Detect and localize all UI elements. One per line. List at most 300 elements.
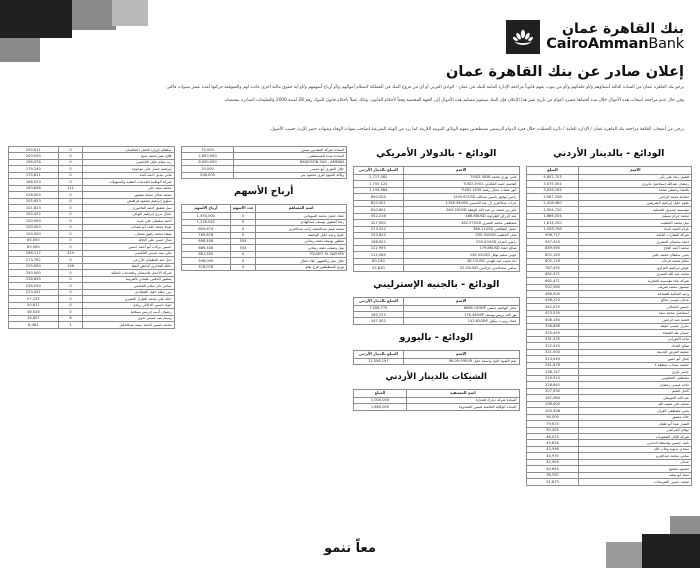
table-cell: سامي سعدالدين عزالدين 32.52USD [403,265,519,271]
table-cell: 7,008,779 [354,305,404,311]
table-cell: شركة الوطنية للخدمات النقلية والتسهيلات [83,179,174,185]
table-cell: صالح الحداد [579,343,692,349]
table-cell: نايف حسين بواسطة الدباس [579,440,692,446]
table-cell: 889,495 [526,245,579,251]
table-cell: هاني نوري محمد 3838 TUSD [403,174,519,180]
col-header-amount: المبلغ بالدينار الأردني [354,350,404,358]
table-cell: 112,064 [354,252,404,258]
table-cell: 1,860,000 [354,404,407,410]
table-cell: مصطفى محمد العمري 462.57USD [403,220,519,226]
table-cell: عبد الله الحويطي [579,395,692,401]
tbody-deposits-usd [354,174,520,271]
table-cell: رامين توفيق ياسين عبدالله 1200.67USD [403,194,519,200]
table-cell: حسين المجالي [579,304,692,310]
table-cell: عدنان موسى صالح [579,297,692,303]
table-cell: 0 [58,283,83,289]
table-cell: 0 [58,231,83,237]
table-cell: 0 [58,309,83,315]
table-cell: 40,653 [526,466,579,472]
table-cell: 0 [58,179,83,185]
table-cell: 94,000 [526,414,579,420]
bank-logo [506,20,684,54]
table-header-row [526,167,692,175]
table-cell: 52,610 [354,265,404,271]
table-cell: 681,500 [181,251,231,257]
table-cell: 4,602,753 [526,174,579,180]
table-cell: 442,025 [526,304,579,310]
table-cell: 802,163 [526,252,579,258]
table-cell: 1,866,054 [526,213,579,219]
col-header-amount: المبلغ [526,167,579,175]
deco-block-light [112,0,148,26]
table-cell: جلال نبيل والشهور علاء جمال [255,258,346,264]
table-cell: 8,000,000 [181,159,234,165]
col-header-amount: المبلغ بالدينار الأردني [354,167,404,175]
section-title-deposits-gbp: الودائع - بالجنيه الإسترليني [373,278,500,290]
table-cell: 850,004 [354,194,404,200]
table-cell: ساري عيسى خليفة [579,323,692,329]
table-cell: 1 [58,322,83,328]
tbody-deposits-jod [526,174,692,485]
table-cell: راضي العزام 295.20USD [403,239,519,245]
table-cell: 238,157 [526,369,579,375]
table-cell: 2,004,720 [526,207,579,213]
table-cell: 50,305 [526,427,579,433]
table-cell: 196 [58,263,83,269]
table-cell: 50,811 [9,302,59,308]
table-cell: 322,045 [526,343,579,349]
tbody-deposits-gbp [354,305,520,324]
table-cell: علي بينة حسني النابلسي [83,250,174,256]
table-cell: 810,601 [354,207,404,213]
table-cell: عادل الهاشم حسني 8608.19GBP [403,305,519,311]
table-cell: 206,000 [181,172,234,178]
table-cell: 2,428,480 [526,200,579,206]
table-cell: عدنان [579,459,692,465]
table-row [181,264,347,270]
table-cell: 0 [58,270,83,276]
table-cell: 423,530 [526,310,579,316]
table-cell: 0 [58,205,83,211]
table-cell: علوم خليل إبراهيم الشريفين [579,200,692,206]
table-cell: محمد حسين الشريحات [579,479,692,485]
table-cell: 3,626,184 [526,187,579,193]
table-cell: محمد أحمد الحاج [579,245,692,251]
col-header-share-count: عدد الأسهم [231,205,256,213]
lotus-icon [506,20,540,54]
table-cell: احمد سليمان المصري [579,239,692,245]
table-cell: 163,646 [9,185,59,191]
table-cell: 554 [231,238,256,244]
table-cheques-jod [353,389,520,411]
tables-area [8,146,692,542]
column-deposits-jod [526,146,693,542]
table-cell: 947,410 [526,239,579,245]
table-dividends-a [181,204,348,271]
col-header-beneficiary: اسم المستفيد [406,390,519,398]
table-cell: منظور يوسف نعمة ريحاني [255,238,346,244]
table-cell: 100,422 [9,211,59,217]
table-cell: 350,445 [526,330,579,336]
column-dividends-a [181,146,348,542]
table-cell: 100,000 [9,218,59,224]
table-cell: 0 [231,258,256,264]
table-cell: هاني عديل أحمد كندة [83,172,174,178]
table-cell: 261,878 [526,362,579,368]
table-row [9,322,175,328]
table-cell: إبراهيم جميل علي عوجودة [83,166,174,172]
section-title-deposits-eur: الودائع - باليورو [399,331,473,343]
table-cell: مصطفى العجلوني [579,375,692,381]
table-cell: 250,000 [9,270,59,276]
table-cell: جميل الشافعي 386.11USD [403,226,519,232]
table-cell: جمعية سيدات منطقة ٤ [579,362,692,368]
announcement-paragraph-2: وفي حال عدم مراجعة أصحاب هذه الأموال خلال مدة أقصاها عشرة أعوام من تاريخ نشر هذا الإعلان فإن البنك سيقوم بتسليم هذه الأموال إلى الجهة المختصة وفقاً لأحكام القانون، وذلك عملاً بأحكام قانون البنوك رقم 28 لسنة 2000 والتعليمات الصادرة بمقتضاه. [223,97,684,103]
col-header-amount: المبلغ [354,390,407,398]
table-cell: 105,623 [9,198,59,204]
table-cell: 170,811 [9,172,59,178]
deco-block-gray-2 [0,38,40,62]
table-cell: سامي محمد عبدالعزيز [579,453,692,459]
table-deposits-usd [353,166,520,272]
table-misc-top [181,146,348,179]
table-cell: علي بن محمد بن عبد الله الوهقة 844.20USD [403,207,519,213]
col-header-name: الاسم [403,167,519,175]
table-cell: 8,481 [9,322,59,328]
tbody-cheques-jod [354,397,520,410]
table-cell: 0 [58,296,83,302]
table-cell: RADISSON SAS - AMMAN [234,159,347,165]
section-title-deposits-usd: الودائع - بالدولار الأمريكي [376,148,497,159]
table-cell: 327,500 [354,220,404,226]
table-cell: نجم الشيخ خليل واسمة خليل 98.09.09EUR [403,358,519,364]
table-cell: جمال بدري إبراهيم النواف [83,211,174,217]
table-cell: 552,216 [354,213,404,219]
table-cell: كامل النعيم [579,388,692,394]
section-title-deposits-jod: الودائع - بالدينار الأردني [553,148,665,159]
table-cell: YOUSEF EL NAYYES [255,251,346,257]
table-cell: رشا أشقوي يوسف عبدالهادي [255,219,346,225]
table-cell: عائلة الفاخري البانش الفقا [83,263,174,269]
table-cell: 0 [58,192,83,198]
table-cell: 200,000 [9,153,59,159]
table-cell: 0 [231,213,256,219]
table-row [526,479,692,485]
table-cell: خالد علي محمد الطراز العميري [83,296,174,302]
table-cell: 1,814,200 [526,220,579,226]
table-cell: سعد أبو نيشه [579,472,692,478]
table-cell: 288,117 [9,250,59,256]
table-cell: 0 [58,289,83,295]
logo-english-name [546,37,684,52]
table-cell: 3,087,338 [526,194,579,200]
table-cell: محمد علي ضيف الله [579,401,692,407]
table-cell: 0 [58,237,83,243]
table-cell: 85,000 [9,237,59,243]
table-cell: المنذر عبدا أبو طقان [579,421,692,427]
table-cell: السادة الوكالة العالمية لميس المحدودة [406,404,519,410]
table-cell: 43,598 [526,446,579,452]
table-cell: وجيه الملكية للصناعة [579,291,692,297]
table-cell: وسيم نبيه حسني ندوي [83,315,174,321]
table-row [354,358,520,364]
table-cell: 0 [58,302,83,308]
table-cell: 196,076 [9,159,59,165]
column-foreign-currency [353,146,520,542]
tbody-dividends-a [181,213,347,271]
table-cell: 273,522 [354,226,404,232]
table-cell: جاسر بكري [579,369,692,375]
table-cell: منال حسن علي الخالد [83,237,174,243]
table-cell: السادة شركة ديارك للتجارة [406,397,519,403]
table-cell: 166,922 [354,239,404,245]
table-cell: 162,723 [354,312,404,318]
table-cell: يحيى سلطان محمد خليل [579,252,692,258]
table-cell: عماد جميل محمد السوداني [255,213,346,219]
table-cell: 1,558,798 [526,226,579,232]
table-cell: 820,401 [354,200,404,206]
table-cell: هيفاء محمد رفيق شعبان [83,231,174,237]
table-cell: 2,850,000 [181,153,234,159]
table-cell: سلوى إبراهيم محمود قراقيش [83,198,174,204]
table-cell: ماجد الحوراني [579,336,692,342]
table-cell: 273,762 [9,257,59,263]
table-cell: 179,240 [9,166,59,172]
table-cell: 0 [58,198,83,204]
table-cell: نور الله بريس يوسف 178.44GBP [403,312,519,318]
table-deposits-jod [526,166,693,486]
table-cell: 1,218,042 [181,219,231,225]
table-cell: 0 [231,226,256,232]
table-cell: 0 [58,211,83,217]
table-cell: 36,550 [526,472,579,478]
logo-en-cairo: Cairo [546,35,588,52]
logo-en-amman: Amman [587,35,649,52]
table-cell: سامي نادر سلام النابلسي [83,283,174,289]
table-cell: 1,750,120 [354,181,404,187]
table-cell: 44,970 [526,453,579,459]
table-cell: 2,717,582 [354,174,404,180]
table-row [354,318,520,324]
table-deposits-gbp [353,297,520,325]
table-cell: فتحية عبد الرحمن [579,317,692,323]
table-cell: رضوان أديب إدريس بسلامة [83,309,174,315]
table-cell: 662,471 [526,278,579,284]
table-cell: منذر الخطيب 330.34USD [403,232,519,238]
table-cell: محمد حسين الحمد بسند عبدالخليل [83,322,174,328]
table-cell: نوفان المراضي [579,427,692,433]
table-header-row [354,297,520,305]
table-cell: 46,026 [9,309,59,315]
table-cell: 0 [58,244,83,250]
table-cell: 698,408 [181,238,231,244]
table-cell: 228,090 [9,283,59,289]
col-header-shareholder: اسم المساهم [255,205,346,213]
table-cell: عماد روبرت نيكول 142.62GBP [403,318,519,324]
table-cell: سعدي بديوية وهاب الله [579,446,692,452]
table-cell: 75,000 [181,147,234,153]
table-cell: حسين بركات أبو أحمد حسين [83,244,174,250]
table-cell: مخايلة محمد الراعي [579,194,692,200]
col-header-name: الاسم [403,350,519,358]
table-cell: عزات عبدالعزيز آل عبد الحسين 1158.34USD [403,200,519,206]
tbody-misc-top [181,147,347,179]
deco-block-gray [72,0,116,30]
table-cell: محمد حزام مسلم [579,213,692,219]
table-cell: السادة عبدة المستشفى [234,153,347,159]
table-cell: نبيل محمد الخطيب [579,220,692,226]
table-cell: 0 [58,218,83,224]
table-cell: 46,025 [526,434,579,440]
table-cell: زيد سلام خليل النابلسي [83,159,174,165]
table-cell: 147,002 [354,318,404,324]
table-cell: خالد منصور [579,414,692,420]
deco-block-dark [0,0,72,38]
brand-slogan: معاً ننمو [324,541,376,556]
table-cell: منصور الدقس عثماني بالقرينية [83,276,174,282]
table-deposits-eur [353,350,520,365]
table-cell: 0 [58,159,83,165]
table-cell: جمعية القرض الحديثة [579,349,692,355]
table-cell: عبد الرزاق الطراونة 486.88USD [403,213,519,219]
table-cell: 100,308 [526,408,579,414]
table-cell: شركة الأجمل للاستثمار والخدمات المالية [83,270,174,276]
announcement-paragraph-1: يرجو بنك القاهرة عمان من السادة التالية أسماؤهم و/أو خلفائهم و/أو من ينوب عنهم قانوناً مراجعة الإدارة العامة للبنك في عمان - الوادي العربي أو أي من فروع البنك في المملكة لاستلام أموالهم و/أو أرباح أسهمهم و/أو أية حقوق مالية أخرى عائدة لهم والمتوقفة حركتها لمدة عشر سنوات فأكثر. [165,85,684,90]
table-cell: اسماعيل محمد سعد [579,310,692,316]
table-row [354,265,520,271]
table-header-row [181,205,347,213]
announcement-body [16,84,684,110]
table-cell: شركة الكان الصفويات [579,434,692,440]
tbody-dividends-b [9,147,175,329]
announcement-note: يرجى من أصحاب العلاقة مراجعة بنك القاهرة عمان / الإدارة العامة / دائرة العمليات خلال فترة الدوام الرسمي مصطحبين معهم الوثائق الثبوتية اللازمة كما يرد من الهيئة الشرعية لصاحب شهادة الوفاة وشهادة حصر الإرث حسب الأصول. [269,127,684,132]
table-cell: 238,845 [9,276,59,282]
table-cell: محمد هيثم عبدالحميد راتب عبدالعزيز [255,226,346,232]
table-cell: 223,041 [9,289,59,295]
table-cell: 0 [58,276,83,282]
table-cell: نبيل وصفت نعمة ريحاني [255,245,346,251]
table-cell: 187,984 [526,395,579,401]
table-cell: 255,690 [9,263,59,269]
table-cell: دين سلام خليل الشلالدي [83,289,174,295]
table-cell: 1,550,000 [181,213,231,219]
table-cell: 313,040 [526,356,579,362]
section-title-cheques-jod: الشيكات بالدينار الأردني [385,372,487,383]
table-dividends-b [8,146,175,329]
table-cell: فالح عمر محمد صبح [83,153,174,159]
table-cell: 57,235 [9,296,59,302]
table-cell: رمضان عبدالله إسماعيل نادوري [579,181,692,187]
table-cell: 233,824 [354,232,404,238]
table-row [354,404,520,410]
table-cell: 80,230 [354,258,404,264]
table-cell: 121 [58,185,83,191]
table-cell: خليل وجيه خليل الوحشة [255,232,346,238]
table-cell: سالم محمد فرحان [579,258,692,264]
table-cell: 358,868 [526,323,579,329]
table-cell: مؤسسة صندوق العسلية [579,207,692,213]
table-cell: 554 [231,245,256,251]
table-cell: 598,000 [181,258,231,264]
table-cell: عوني سليم نوفل 146.02USD [403,252,519,258]
table-cell: 996,717 [526,232,579,238]
table-cell: عوض إبراهيم الغزاوي [579,265,692,271]
table-cell: 329 [58,250,83,256]
table-cell: 0 [58,172,83,178]
table-cell: 79,675 [526,421,579,427]
table-cell: ميسون محمد شريف [579,284,692,290]
table-cell: أنور نعمات جمال رشيد 1635 TUSD [403,187,519,193]
table-cell: 466,900 [526,291,579,297]
table-cell: 789,678 [181,232,231,238]
page-title: إعلان صادر عن بنك القاهرة عمان [446,64,684,80]
table-cell: 100,000 [9,231,59,237]
table-cell: 458,220 [526,297,579,303]
table-cell: جواد حسين الدالالي ريادي [83,302,174,308]
table-cell: 122,993 [354,245,404,251]
table-cell: 809,674 [181,226,231,232]
table-cell: 408,180 [526,317,579,323]
table-cell: 0 [231,264,256,270]
table-cell: 686,408 [181,245,231,251]
table-cell: 331,535 [526,336,579,342]
table-cell: 0 [58,166,83,172]
table-cell: 21,873 [526,479,579,485]
table-cell: 0 [231,219,256,225]
table-cell: 0 [58,224,83,230]
table-cell: 166,023 [9,179,59,185]
table-cell: 578,078 [181,264,231,270]
table-cell: 787,450 [526,265,579,271]
table-cell: 20,000 [181,166,234,172]
table-cell: 321,000 [526,349,579,355]
decorative-corner-top-left [0,0,120,62]
table-cell: 1,194,984 [354,187,404,193]
table-cell: عزام الحمد البداد [579,226,692,232]
col-header-share-profit: أرباح الأسهم [181,205,231,213]
table-header-row [354,350,520,358]
table-cell: حسان طه القضاة [579,330,692,336]
col-header-name: الاسم [403,297,519,305]
table-cell: 502,560 [526,284,579,290]
table-cell: شركة العقارات العامة [579,232,692,238]
table-cell: 0 [231,232,256,238]
table-cell: 85,000 [9,244,59,250]
table-cell: 16,857 [9,315,59,321]
table-cell: محمد سعد جابر [83,185,174,191]
table-cell: 0 [58,147,83,153]
table-cell: شركة نماء مؤسسة العقارية [579,278,692,284]
logo-arabic-name: بنك القاهرة عمان [562,21,684,38]
table-cell: 6 [58,315,83,321]
table-cell: ماجد عيسى رمضان [579,382,692,388]
table-cell: 0 [58,153,83,159]
table-cell: بالنشا رحمتلي محمد [579,187,692,193]
table-cell: ضياء محمد خلف أبو شنداب [83,224,174,230]
table-cell: 3,075,354 [526,181,579,187]
table-cell: 200,811 [9,147,59,153]
table-cell: 0 [58,257,83,263]
table-cell: 662,471 [526,271,579,277]
table-cell: القاسم حميد العكايلي 2901 TUSD [403,181,519,187]
table-cell: نبيل شفيق أحمد الفاخوري [83,205,174,211]
table-cell: 126,000 [9,192,59,198]
table-cell: 802,118 [526,258,579,264]
table-cell: أحمد سليمان علي غيث [83,218,174,224]
col-header-name: الاسم [579,167,692,175]
table-cell: يحيى مصطفى الفران [579,408,692,414]
table-cell: 100,000 [9,224,59,230]
